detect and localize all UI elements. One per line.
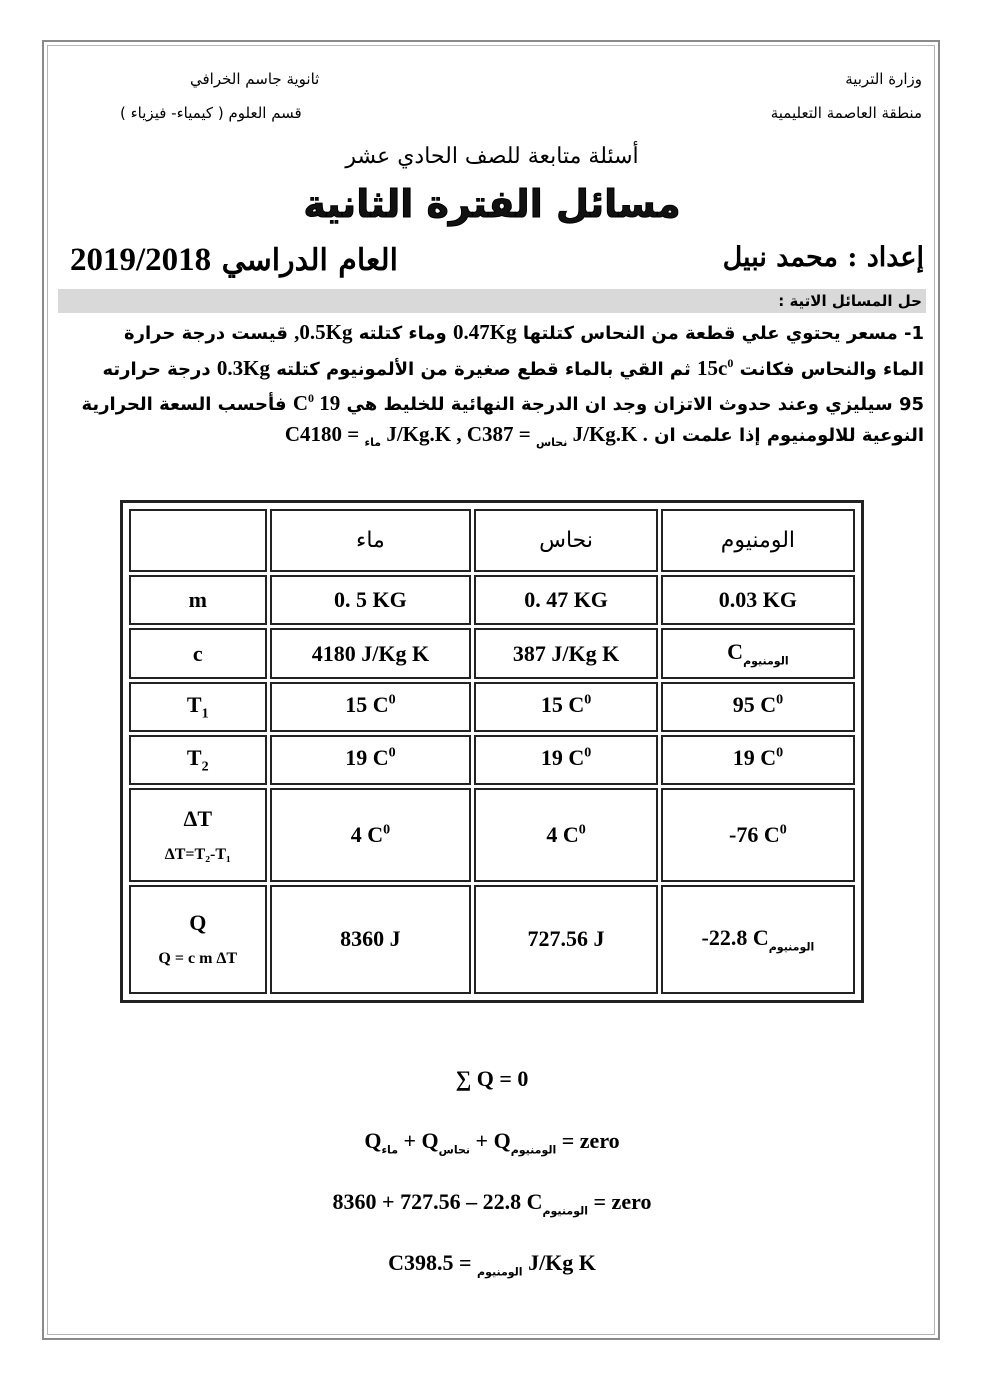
problem-text: ثم القي بالماء قطع صغيرة من الألمونيوم كتلته xyxy=(269,358,698,380)
dt-copper: 4 $C^0$ xyxy=(474,788,657,882)
problem-text: الماء والنحاس فكانت xyxy=(733,358,924,380)
instruction-band: حل المسائل الاتية : xyxy=(58,289,926,313)
row-label-t1: $T_1$ xyxy=(129,682,267,732)
q-aluminum: -22.8 $C_{الومنيوم}$ xyxy=(661,885,855,994)
equation-balance: $Q_{ماء} + Q_{نحاس} + Q_{الومنيوم}$ = zero xyxy=(364,1128,620,1157)
final-temp-value: 19 $C^0$ xyxy=(292,391,341,415)
problem-line-4 xyxy=(70,420,924,458)
problem-text: قيست درجة حرارة xyxy=(124,323,295,344)
prepared-by: إعداد : محمد نبيل xyxy=(722,242,924,273)
t2-copper: 19 $C^0$ xyxy=(474,735,657,785)
row-label-t2: $T_2$ xyxy=(129,735,267,785)
t1-aluminum: 95 $C^0$ xyxy=(661,682,855,732)
school-label: ثانوية جاسم الخرافي xyxy=(190,70,320,88)
table-row-mass xyxy=(129,575,855,625)
header-copper: نحاس xyxy=(474,509,657,572)
dt-water: 4 $C^0$ xyxy=(270,788,472,882)
q-copper: 727.56 J xyxy=(474,885,657,994)
given-specific-heats: C $_{ماء}$ = 4180 J/Kg.K , C $_{نحاس}$ = 387 J/Kg.K . xyxy=(284,421,648,449)
table-row-t1 xyxy=(129,682,855,732)
problem-text: فأحسب السعة الحرارية xyxy=(81,394,293,415)
initial-temp-value: $15c^0$ xyxy=(697,355,734,380)
year-value: 2019/2018 xyxy=(70,242,212,278)
c-aluminum: $C_{الومنيوم}$ xyxy=(661,628,855,678)
table-header-row xyxy=(129,509,855,572)
row-label-q: Q Q = c m ΔT xyxy=(129,885,267,994)
m-water: 0. 5 KG xyxy=(270,575,472,625)
problem-line-3 xyxy=(70,384,924,420)
problem-statement xyxy=(70,318,924,457)
t2-water: 19 $C^0$ xyxy=(270,735,472,785)
year-label: العام الدراسي xyxy=(221,243,398,278)
t2-aluminum: 19 $C^0$ xyxy=(661,735,855,785)
table-row-heat xyxy=(129,885,855,994)
header-aluminum: الومنيوم xyxy=(661,509,855,572)
table-row-t2 xyxy=(129,735,855,785)
t1-water: 15 $C^0$ xyxy=(270,682,472,732)
c-water: 4180 J/Kg K xyxy=(270,628,472,678)
problem-text: النوعية للالومنيوم إذا علمت ان xyxy=(647,424,924,446)
problem-line-2 xyxy=(70,349,924,385)
aluminum-mass-value: 0.3Kg xyxy=(216,355,270,380)
row-label-delta-t: ΔT ΔT=T₂-T₁ xyxy=(129,788,267,882)
m-aluminum: 0.03 KG xyxy=(661,575,855,625)
header-water: ماء xyxy=(270,509,472,572)
equation-substituted: 8360 + 727.56 – 22.8 $C_{الومنيوم}$ = zero xyxy=(332,1189,652,1218)
equation-result: C $_{الومنيوم}$ = 398.5 J/Kg K xyxy=(388,1250,596,1279)
problem-text: 95 سيليزي وعند حدوث الاتزان وجد ان الدرجة النهائية للخليط هي xyxy=(340,394,924,415)
district-label: منطقة العاصمة التعليمية xyxy=(770,104,922,122)
ministry-label: وزارة التربية xyxy=(845,70,922,88)
dt-aluminum: -76 $C^0$ xyxy=(661,788,855,882)
m-copper: 0. 47 KG xyxy=(474,575,657,625)
solution-table xyxy=(120,500,864,1003)
header-empty-cell xyxy=(129,509,267,572)
copper-mass-value: 0.47Kg xyxy=(453,320,517,344)
academic-year xyxy=(70,242,398,279)
water-mass-value: 0.5Kg, xyxy=(294,320,353,344)
subtitle: أسئلة متابعة للصف الحادي عشر xyxy=(345,144,639,169)
row-label-m: m xyxy=(129,575,267,625)
c-copper: 387 J/Kg K xyxy=(474,628,657,678)
problem-line-1 xyxy=(70,318,924,349)
problem-text: 1- مسعر يحتوي علي قطعة من النحاس كتلتها xyxy=(516,323,924,344)
problem-text: وماء كتلته xyxy=(352,323,453,344)
table-row-delta-t xyxy=(129,788,855,882)
row-label-c: c xyxy=(129,628,267,678)
t1-copper: 15 $C^0$ xyxy=(474,682,657,732)
table-row-specific-heat xyxy=(129,628,855,678)
page-title: مسائل الفترة الثانية xyxy=(303,182,681,226)
department-label: قسم العلوم ( كيمياء- فيزياء ) xyxy=(120,104,302,122)
problem-text: درجة حرارته xyxy=(102,358,217,380)
equation-sum: ∑ Q = 0 xyxy=(455,1066,529,1091)
q-water: 8360 J xyxy=(270,885,472,994)
